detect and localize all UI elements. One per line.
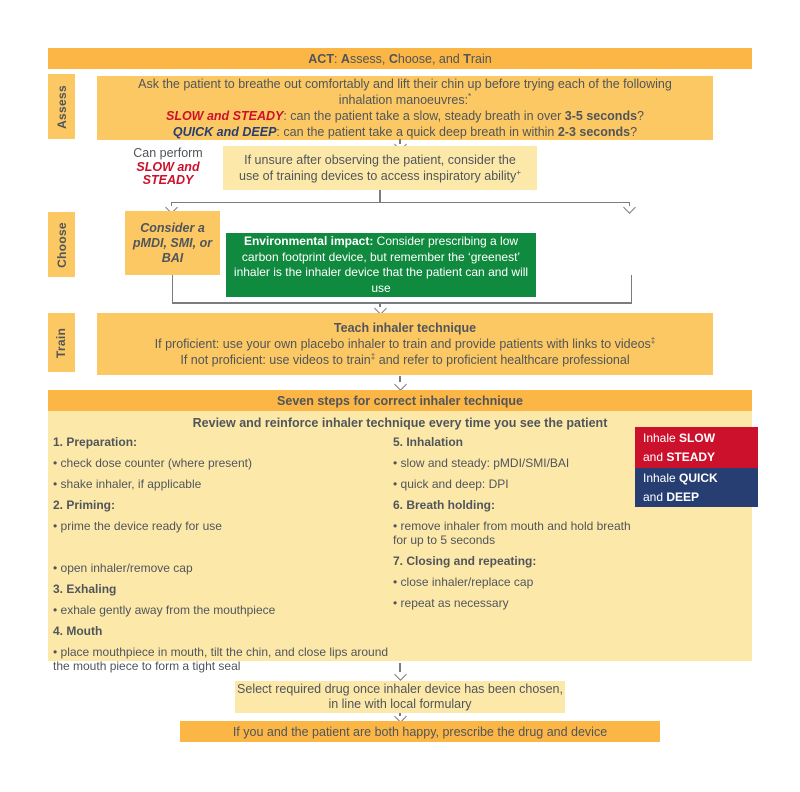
can-perform-label [118, 147, 218, 188]
can-perform-steady: STEADY [142, 173, 194, 187]
assess-slow-steady-question: SLOW and STEADY: can the patient take a slow, steady breath in over 3-5 seconds? [165, 109, 644, 123]
step-heading: 7. Closing and repeating: [393, 554, 537, 568]
train-not-proficient-text: If not proficient: use videos to train‡ and refer to proficient healthcare professional [180, 351, 630, 367]
step-heading: 5. Inhalation [393, 435, 464, 449]
train-proficient-text: If proficient: use your own placebo inhaler to train and provide patients with links to videos‡ [154, 335, 656, 351]
consider-device-text: Consider a pMDI, SMI, or BAI [132, 220, 213, 265]
step-heading: 4. Mouth [53, 624, 103, 638]
can-perform-slow: SLOW and [136, 159, 200, 174]
choose-tab-label: Choose [54, 221, 69, 268]
connector-line [172, 275, 174, 303]
arrow-down-icon [394, 378, 407, 391]
step-spacer [53, 540, 389, 554]
connector-line [379, 190, 381, 202]
step-bullet: • slow and steady: pMDI/SMI/BAI [393, 456, 570, 470]
can-perform-text: Can perform [133, 146, 203, 160]
badge-quick-line2: and DEEP [643, 489, 700, 504]
steps-column-right [393, 435, 633, 610]
step-bullet: • prime the device ready for use [53, 519, 222, 533]
train-tab-label: Train [54, 327, 69, 358]
step-heading: 6. Breath holding: [393, 498, 495, 512]
badge-slow-line2: and STEADY [643, 449, 716, 464]
assess-instruction: Ask the patient to breathe out comfortably and lift their chin up before trying each of the following inhalation manoeuvres:* [138, 77, 672, 107]
step-bullet: • place mouthpiece in mouth, tilt the chin, and close lips around the mouth piece to form a tight seal [53, 645, 389, 673]
if-unsure-text: If unsure after observing the patient, consider the use of training devices to access inspiratory ability+ [239, 153, 521, 183]
assess-quick-deep-question: QUICK and DEEP: can the patient take a quick deep breath in within 2-3 seconds? [172, 125, 638, 139]
step-heading: 2. Priming: [53, 498, 116, 512]
select-drug-text: Select required drug once inhaler device has been chosen, in line with local formulary [237, 681, 563, 711]
step-bullet: • open inhaler/remove cap [53, 561, 193, 575]
prescribe-text: If you and the patient are both happy, prescribe the drug and device [232, 724, 608, 739]
badge-quick-line1: Inhale QUICK [643, 470, 718, 485]
assess-box [97, 76, 713, 140]
step-bullet: • remove inhaler from mouth and hold breath for up to 5 seconds [393, 519, 631, 547]
select-drug-box [235, 681, 565, 713]
seven-steps-title: Seven steps for correct inhaler technique [277, 393, 523, 408]
if-unsure-box [223, 146, 537, 190]
step-heading: 3. Exhaling [53, 582, 117, 596]
connector-line [172, 302, 632, 304]
arrow-down-icon [394, 668, 407, 681]
seven-steps-subtitle: Review and reinforce inhaler technique every time you see the patient [192, 416, 608, 430]
badge-slow-line1: Inhale SLOW [643, 430, 716, 445]
step-bullet: • check dose counter (where present) [53, 456, 252, 470]
prescribe-bar [180, 721, 660, 742]
choose-tab [48, 212, 75, 277]
act-header-title: ACT: Assess, Choose, and Train [308, 51, 492, 66]
act-header-bar [48, 48, 752, 69]
consider-device-box [125, 211, 220, 275]
connector-line [631, 275, 633, 303]
inhale-slow-steady-badge [635, 427, 758, 468]
step-bullet: • close inhaler/replace cap [393, 575, 534, 589]
train-box [97, 313, 713, 375]
step-bullet: • repeat as necessary [393, 596, 509, 610]
step-bullet: • quick and deep: DPI [393, 477, 509, 491]
seven-steps-body [48, 411, 752, 673]
assess-tab [48, 74, 75, 139]
seven-steps-header [48, 390, 752, 411]
train-box-title: Teach inhaler technique [333, 321, 477, 335]
step-bullet: • exhale gently away from the mouthpiece [53, 603, 276, 617]
assess-tab-label: Assess [54, 84, 69, 129]
inhale-quick-deep-badge [635, 468, 758, 507]
environmental-impact-box [226, 233, 536, 297]
step-bullet: • shake inhaler, if applicable [53, 477, 202, 491]
environmental-impact-text: Environmental impact: Consider prescribing a low carbon footprint device, but remember the ‘greenest’ inhaler is the inhaler device that the patient can and will use [233, 234, 529, 295]
train-tab [48, 313, 75, 372]
connector-line [171, 202, 630, 204]
step-heading: 1. Preparation: [53, 435, 138, 449]
steps-column-left [53, 435, 389, 673]
